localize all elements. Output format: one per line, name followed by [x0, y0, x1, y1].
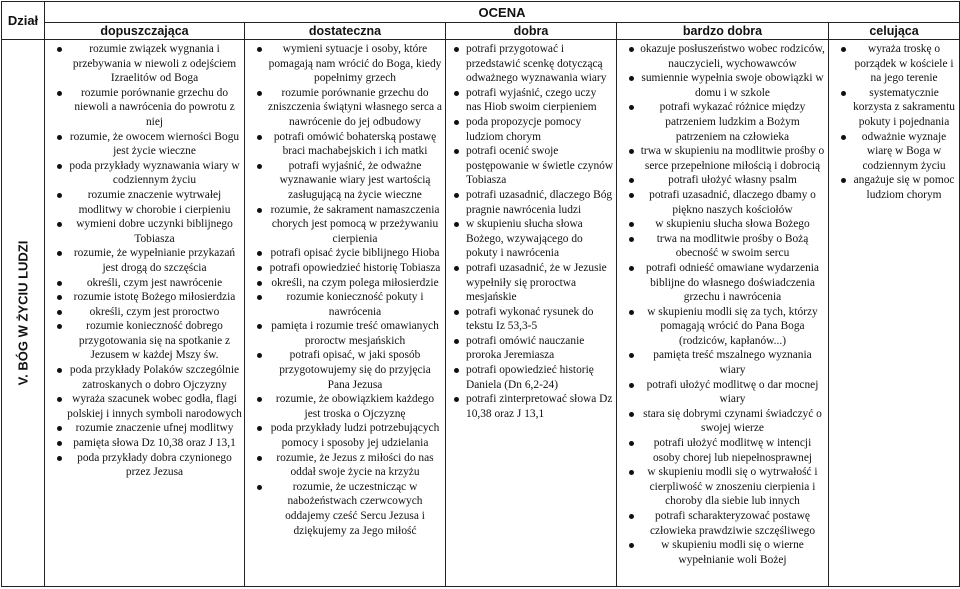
requirement-item: potrafi wykazać różnice między patrzeniem ludzkim a Bożym patrzeniem na człowieka: [639, 100, 826, 144]
requirements-list: [45, 40, 244, 480]
requirement-item: rozumie porównanie grzechu do niewoli a nawrócenia do powrotu z niej: [67, 86, 242, 130]
requirement-item: angażuje się w pomoc ludziom chorym: [851, 173, 957, 202]
requirement-item: potrafi ułożyć modlitwę w intencji osoby chorej lub niepełnosprawnej: [639, 436, 826, 465]
requirement-item: rozumie istotę Bożego miłosierdzia: [67, 290, 242, 305]
requirement-item: potrafi odnieść omawiane wydarzenia biblijne do własnego doświadczenia grzechu i nawrócenia: [639, 261, 826, 305]
requirements-list: [446, 40, 616, 421]
section-title: V. BÓG W ŻYCIU LUDZI: [15, 240, 31, 386]
requirements-list: [829, 40, 959, 203]
requirement-item: rozumie konieczność pokuty i nawrócenia: [267, 290, 443, 319]
requirement-item: w skupieniu modli się za tych, którzy pomagają wrócić do Pana Boga (rodziców, kapłanów...): [639, 305, 826, 349]
requirement-item: potrafi omówić bohaterską postawę braci machabejskich i ich matki: [267, 130, 443, 159]
requirement-item: rozumie konieczność dobrego przygotowania się na spotkanie z Jezusem w każdej Mszy św.: [67, 319, 242, 363]
requirement-item: wyraża troskę o porządek w kościele i na jego terenie: [851, 42, 957, 86]
dzial-header: Dział: [2, 2, 45, 40]
requirement-item: rozumie, że sakrament namaszczenia chorych jest pomocą w przeżywaniu cierpienia: [267, 203, 443, 247]
requirement-item: potrafi ułożyć własny psalm: [639, 173, 826, 188]
requirement-item: stara się dobrymi czynami świadczyć o swojej wierze: [639, 407, 826, 436]
grade-header-dobra: dobra: [446, 23, 617, 40]
grade-header-celujaca: celująca: [829, 23, 960, 40]
column-dobra: [446, 40, 617, 587]
requirement-item: określi, czym jest proroctwo: [67, 305, 242, 320]
requirement-item: potrafi omówić nauczanie proroka Jeremiasza: [466, 334, 614, 363]
requirements-list: [617, 40, 828, 567]
grade-header-dopuszczajaca: dopuszczająca: [45, 23, 245, 40]
requirement-item: okazuje posłuszeństwo wobec rodziców, nauczycieli, wychowawców: [640, 43, 825, 70]
requirement-item: potrafi wyjaśnić, że odważne wyznawanie wiary jest wartością zasługującą na życie wieczne: [267, 159, 443, 203]
requirement-item: wyraża szacunek wobec godła, flagi polskiej i innych symboli narodowych: [67, 393, 242, 420]
requirement-item: potrafi ułożyć modlitwę o dar mocnej wiary: [639, 378, 826, 407]
requirement-item: potrafi scharakteryzować postawę człowieka prawdziwie szczęśliwego: [639, 509, 826, 538]
grade-header-bardzo-dobra: bardzo dobra: [617, 23, 829, 40]
requirements-list: [245, 40, 445, 538]
requirement-item: trwa w skupieniu na modlitwie prośby o serce przepełnione miłością i dobrocią: [640, 145, 825, 172]
requirement-item: potrafi opowiedzieć historię Tobiasza: [267, 261, 443, 276]
requirement-item: wymieni sytuacje i osoby, które pomagają nam wrócić do Boga, kiedy popełnimy grzech: [268, 43, 442, 85]
requirement-item: potrafi uzasadnić, dlaczego dbamy o piękno naszych kościołów: [639, 188, 826, 217]
column-celujaca: [829, 40, 960, 587]
requirement-item: wymieni dobre uczynki biblijnego Tobiasza: [67, 217, 242, 246]
requirement-item: potrafi przygotować i przedstawić scenkę dotyczącą odważnego wyznawania wiary: [466, 42, 614, 86]
requirement-item: poda przykłady wyznawania wiary w codziennym życiu: [67, 159, 242, 188]
column-dostateczna: [245, 40, 446, 587]
requirement-item: rozumie znaczenie wytrwałej modlitwy w chorobie i cierpieniu: [67, 188, 242, 217]
section-cell: [2, 40, 45, 587]
requirement-item: w skupieniu modli się o wytrwałość i cierpliwość w znoszeniu cierpienia i choroby dla siebie lub innych: [639, 465, 826, 509]
requirement-item: potrafi uzasadnić, dlaczego Bóg pragnie nawrócenia ludzi: [466, 188, 613, 216]
requirement-item: rozumie, że Jezus z miłości do nas oddał swoje życie na krzyżu: [267, 451, 443, 480]
requirement-item: pamięta słowa Dz 10,38 oraz J 13,1: [67, 436, 242, 451]
requirement-item: trwa na modlitwie prośby o Bożą obecność w swoim sercu: [639, 232, 826, 261]
requirement-item: pamięta i rozumie treść omawianych proroctw mesjańskich: [267, 319, 443, 348]
grade-header-dostateczna: dostateczna: [245, 23, 446, 40]
requirement-item: potrafi wykonać rysunek do tekstu Iz 53,3-5: [466, 305, 614, 334]
requirement-item: potrafi opisać życie biblijnego Hioba: [267, 246, 443, 261]
requirement-item: określi, czym jest nawrócenie: [67, 276, 242, 291]
requirement-item: określi, na czym polega miłosierdzie: [267, 276, 443, 291]
requirement-item: rozumie, że wypełnianie przykazań jest drogą do szczęścia: [67, 246, 242, 275]
column-bardzo-dobra: [617, 40, 829, 587]
requirement-item: potrafi ocenić swoje postępowanie w świetle czynów Tobiasza: [466, 145, 614, 187]
requirement-item: odważnie wyznaje wiarę w Boga w codziennym życiu: [851, 130, 957, 174]
requirement-item: poda przykłady dobra czynionego przez Jezusa: [67, 451, 242, 480]
requirement-item: potrafi opisać, w jaki sposób przygotowujemy się do przyjęcia Pana Jezusa: [267, 348, 443, 392]
requirement-item: rozumie, że obowiązkiem każdego jest troska o Ojczyznę: [267, 392, 443, 421]
requirement-item: potrafi wyjaśnić, czego uczy nas Hiob swoim cierpieniem: [466, 86, 614, 115]
requirement-item: potrafi opowiedzieć historię Daniela (Dn 6,2-24): [466, 363, 614, 392]
requirement-item: poda przykłady Polaków szczególnie zatroskanych o dobro Ojczyzny: [67, 363, 242, 392]
requirement-item: w skupieniu słucha słowa Bożego, wzywającego do pokuty i nawrócenia: [466, 217, 614, 261]
requirement-item: rozumie, że uczestnicząc w nabożeństwach czerwcowych oddajemy cześć Sercu Jezusa i dziękujemy za Jego miłość: [267, 480, 443, 538]
requirement-item: poda propozycje pomocy ludziom chorym: [466, 115, 614, 144]
requirement-item: rozumie związek wygnania i przebywania w niewoli z odejściem Izraelitów od Boga: [67, 42, 242, 86]
requirement-item: poda przykłady ludzi potrzebujących pomocy i sposoby jej udzielania: [267, 421, 443, 450]
requirement-item: sumiennie wypełnia swoje obowiązki w domu i w szkole: [639, 71, 826, 100]
requirement-item: pamięta treść mszalnego wyznania wiary: [639, 348, 826, 377]
requirement-item: rozumie znaczenie ufnej modlitwy: [67, 421, 242, 436]
requirement-item: potrafi uzasadnić, że w Jezusie wypełniły się proroctwa mesjańskie: [466, 261, 614, 305]
requirement-item: rozumie porównanie grzechu do zniszczenia świątyni własnego serca a nawrócenie do jej odbudowy: [268, 86, 442, 128]
ocena-header: OCENA: [45, 2, 960, 23]
requirement-item: w skupieniu słucha słowa Bożego: [639, 217, 826, 232]
requirement-item: w skupieniu modli się o wierne wypełnianie woli Bożej: [639, 538, 826, 567]
column-dopuszczajaca: [45, 40, 245, 587]
requirement-item: systematycznie korzysta z sakramentu pokuty i pojednania: [851, 86, 957, 130]
requirement-item: rozumie, że owocem wierności Bogu jest życie wieczne: [67, 130, 242, 159]
grading-table: [1, 1, 960, 587]
requirement-item: potrafi zinterpretować słowa Dz 10,38 oraz J 13,1: [466, 393, 613, 420]
